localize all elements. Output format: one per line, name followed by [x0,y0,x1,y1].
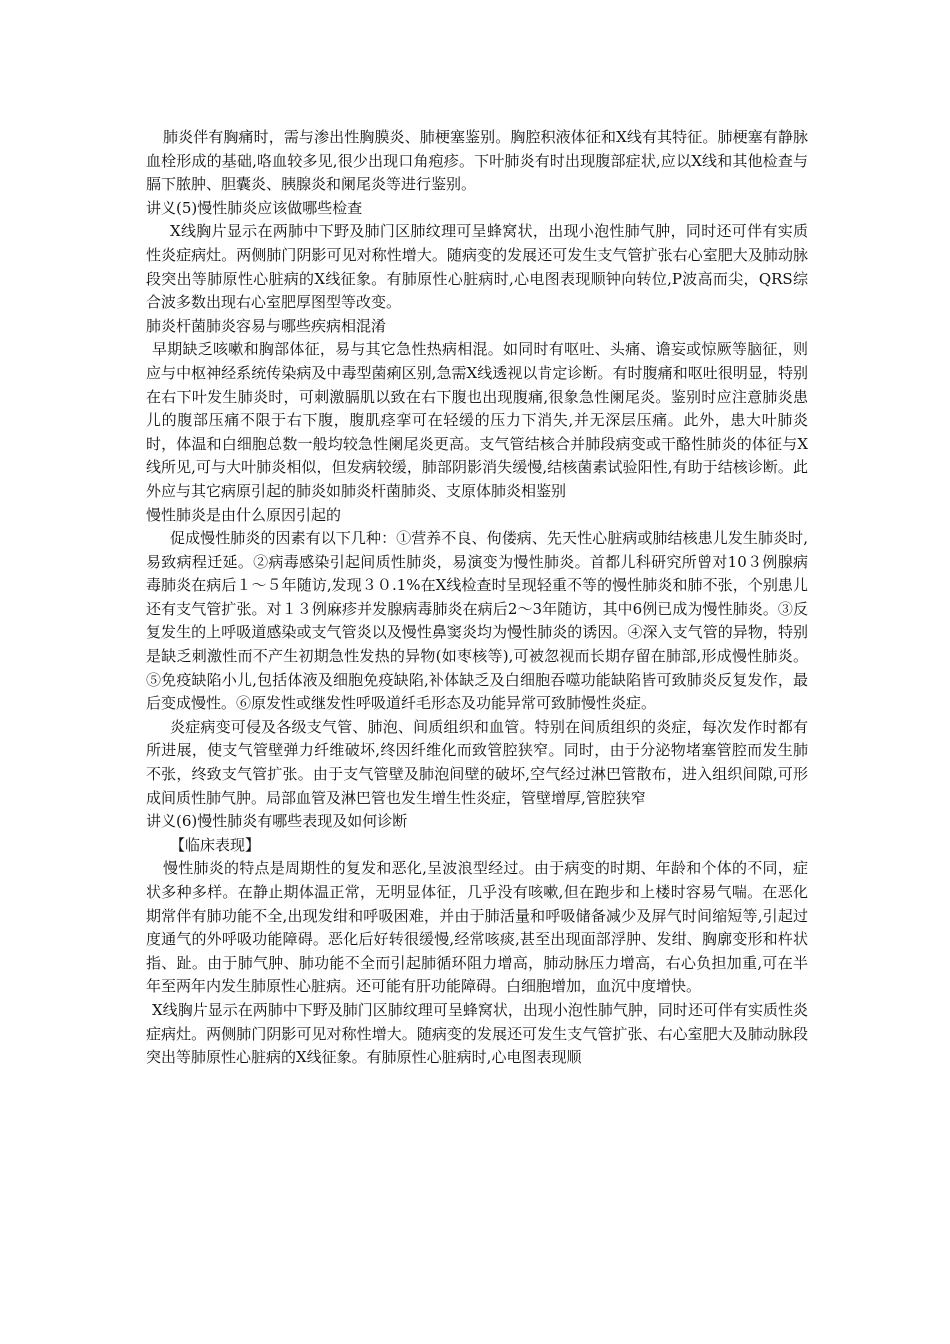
paragraph: 肺炎伴有胸痛时，需与渗出性胸膜炎、肺梗塞鉴别。胸腔积液体征和X线有其特征。肺梗塞有静脉血栓形成的基础,咯血较多见,很少出现口角疱疹。下叶肺炎有时出现腹部症状,应以X线和其他检查与膈下脓肿、胆囊炎、胰腺炎和阑尾炎等进行鉴别。 [146,128,808,194]
paragraph: 促成慢性肺炎的因素有以下几种：①营养不良、佝偻病、先天性心脏病或肺结核患儿发生肺炎时,易致病程迁延。②病毒感染引起间质性肺炎，易演变为慢性肺炎。首都儿科研究所曾对10３例腺病毒肺炎在病后１～５年随访,发现３０.1%在X线检查时呈现轻重不等的慢性肺炎和肺不张，个别患儿还有支气管扩张。对１３例麻疹并发腺病毒肺炎在病后2～3年随访，其中6例已成为慢性肺炎。③反复发生的上呼吸道感染或支气管炎以及慢性鼻窦炎均为慢性肺炎的诱因。④深入支气管的异物，特别是缺乏刺激性而不产生初期急性发热的异物(如枣核等),可被忽视而长期存留在肺部,形成慢性肺炎。⑤免疫缺陷小儿,包括体液及细胞免疫缺陷,补体缺乏及白细胞吞噬功能缺陷皆可致肺炎反复发作，最后变成慢性。⑥原发性或继发性呼吸道纤毛形态及功能异常可致肺慢性炎症。 [146,529,808,713]
paragraph: 早期缺乏咳嗽和胸部体征，易与其它急性热病相混。如同时有呕吐、头痛、谵妄或惊厥等脑征，则应与中枢神经系统传染病及中毒型菌痢区别,急需X线透视以肯定诊断。有时腹痛和呕吐很明显，特别在右下叶发生肺炎时，可刺激膈肌以致在右下腹也出现腹痛,很象急性阑尾炎。鉴别时应注意肺炎患儿的腹部压痛不限于右下腹，腹肌痉挛可在轻缓的压力下消失,并无深层压痛。此外，患大叶肺炎时，体温和白细胞总数一般均较急性阑尾炎更高。支气管结核合并肺段病变或干酪性肺炎的体征与X线所见,可与大叶肺炎相似，但发病较缓，肺部阴影消失缓慢,结核菌素试验阳性,有助于结核诊断。此外应与其它病原引起的肺炎如肺炎杆菌肺炎、支原体肺炎相鉴别 [146,340,808,500]
paragraph: X线胸片显示在两肺中下野及肺门区肺纹理可呈蜂窝状，出现小泡性肺气肿，同时还可伴有实质性炎症病灶。两侧肺门阴影可见对称性增大。随病变的发展还可发生支气管扩张右心室肥大及肺动脉段突出等肺原性心脏病的X线征象。有肺原性心脏病时,心电图表现顺钟向转位,P波高而尖，QRS综合波多数出现右心室肥厚图型等改变。 [146,222,808,312]
paragraph: 炎症病变可侵及各级支气管、肺泡、间质组织和血管。特别在间质组织的炎症，每次发作时都有所进展，使支气管壁弹力纤维破坏,终因纤维化而致管腔狭窄。同时，由于分泌物堵塞管腔而发生肺不张，终致支气管扩张。由于支气管壁及肺泡间壁的破坏,空气经过淋巴管散布，进入组织间隙,可形成间质性肺气肿。局部血管及淋巴管也发生增生性炎症，管壁增厚,管腔狭窄 [146,717,808,807]
sub-heading: 【临床表现】 [170,835,261,854]
document-page [146,126,808,1070]
paragraph: 慢性肺炎的特点是周期性的复发和恶化,呈波浪型经过。由于病变的时期、年龄和个体的不同，症状多种多样。在静止期体温正常，无明显体征，几乎没有咳嗽,但在跑步和上楼时容易气喘。在恶化期常伴有肺功能不全,出现发绀和呼吸困难，并由于肺活量和呼吸储备减少及屏气时间缩短等,引起过度通气的外呼吸功能障碍。恶化后好转很缓慢,经常咳痰,甚至出现面部浮肿、发绀、胸廓变形和杵状指、趾。由于肺气肿、肺功能不全而引起肺循环阻力增高，肺动脉压力增高，右心负担加重,可在半年至两年内发生肺原性心脏病。还可能有肝功能障碍。白细胞增加，血沉中度增快。 [146,859,808,996]
section-heading: 讲义(6)慢性肺炎有哪些表现及如何诊断 [146,812,408,831]
section-heading: 肺炎杆菌肺炎容易与哪些疾病相混淆 [146,316,387,335]
section-heading: 慢性肺炎是由什么原因引起的 [146,505,342,524]
paragraph: X线胸片显示在两肺中下野及肺门区肺纹理可呈蜂窝状，出现小泡性肺气肿，同时还可伴有实质性炎症病灶。两侧肺门阴影可见对称性增大。随病变的发展还可发生支气管扩张、右心室肥大及肺动脉段突出等肺原性心脏病的X线征象。有肺原性心脏病时,心电图表现顺 [146,1000,808,1067]
section-heading: 讲义(5)慢性肺炎应该做哪些检查 [146,198,363,217]
